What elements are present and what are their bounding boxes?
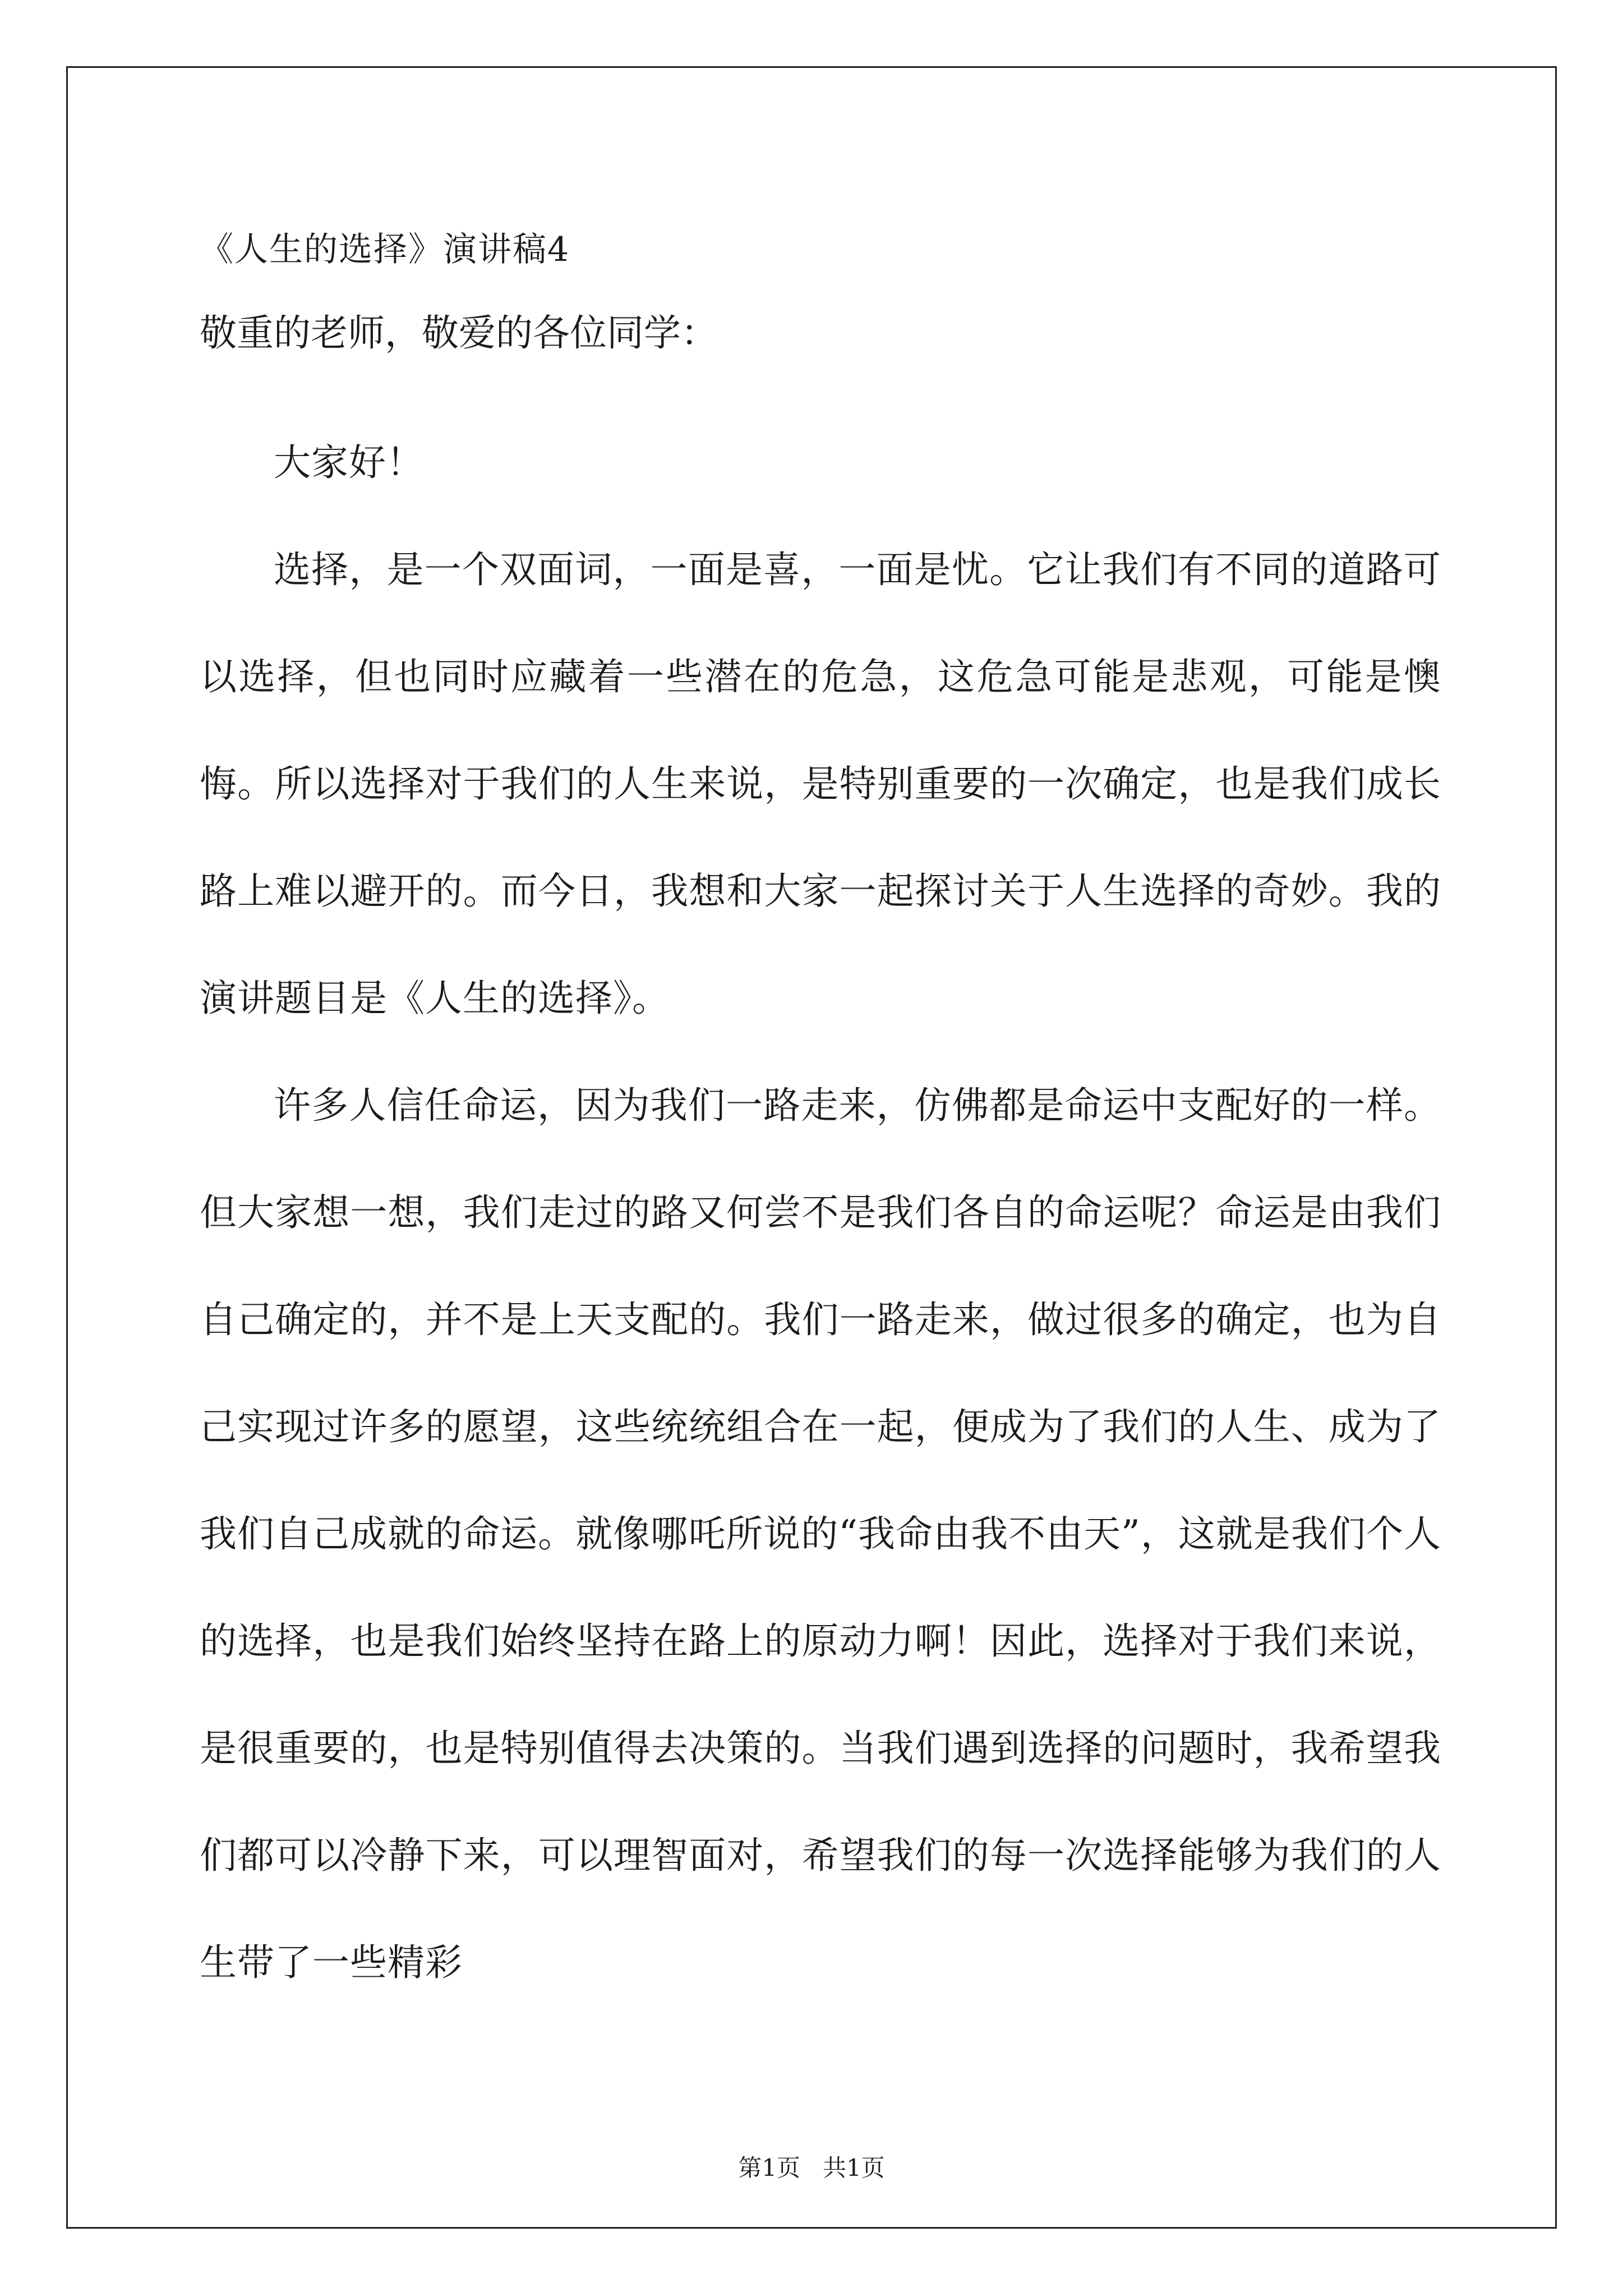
- document-title: 《人生的选择》演讲稿4: [200, 230, 570, 269]
- paragraph-greeting: 大家好！: [274, 441, 424, 484]
- document-body: [200, 222, 1441, 2016]
- paragraph-fate: 许多人信任命运，因为我们一路走来，仿佛都是命运中支配好的一样。但大家想一想，我们走过的路又何尝不是我们各自的命运呢？命运是由我们自己确定的，并不是上天支配的。我们一路走来，做过很多的确定，也为自己实现过许多的愿望，这些统统组合在一起，便成为了我们的人生、成为了我们自己成就的命运。就像哪吒所说的“我命由我不由天”，这就是我们个人的选择，也是我们始终坚持在路上的原动力啊！因此，选择对于我们来说，是很重要的，也是特别值得去决策的。当我们遇到选择的问题时，我希望我们都可以冷静下来，可以理智面对，希望我们的每一次选择能够为我们的人生带了一些精彩: [200, 1084, 1441, 1984]
- salutation: 敬重的老师，敬爱的各位同学：: [200, 311, 718, 355]
- paragraph-intro: 选择，是一个双面词，一面是喜，一面是忧。它让我们有不同的道路可以选择，但也同时应藏着一些潜在的危急，这危急可能是悲观，可能是懊悔。所以选择对于我们的人生来说，是特别重要的一次确定，也是我们成长路上难以避开的。而今日，我想和大家一起探讨关于人生选择的奇妙。我的演讲题目是《人生的选择》。: [200, 548, 1441, 1020]
- page-footer: 第1页 共1页: [738, 2154, 885, 2182]
